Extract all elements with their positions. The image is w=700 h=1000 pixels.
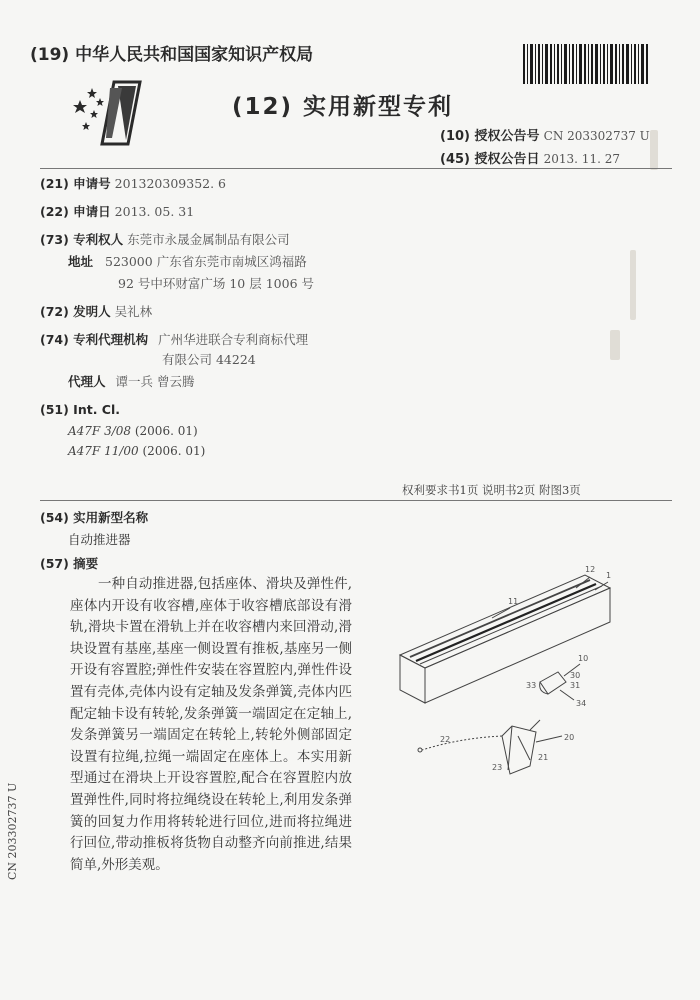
scan-blemish bbox=[650, 130, 658, 170]
patent-figure bbox=[380, 560, 620, 790]
abstract-label: (57) 摘要 bbox=[40, 556, 99, 571]
utility-title-row bbox=[40, 508, 148, 526]
side-margin-number: CN 203302737 U bbox=[6, 782, 19, 880]
seat-body-end bbox=[400, 655, 425, 703]
figure-label: 31 bbox=[570, 681, 581, 690]
publication-date-row bbox=[440, 148, 620, 167]
scan-blemish bbox=[630, 250, 636, 320]
abstract-heading bbox=[40, 554, 98, 572]
inventor-label: (72) 发明人 bbox=[40, 304, 111, 319]
ipc-code: A47F 11/00 bbox=[68, 444, 139, 458]
figure-label: 23 bbox=[492, 763, 503, 772]
figure-label: 30 bbox=[570, 671, 581, 680]
application-number-value: 201320309352. 6 bbox=[114, 176, 227, 191]
abstract-text: 一种自动推进器,包括座体、滑块及弹性件,座体内开设有收容槽,座体于收容槽底部设有滑轨,滑块卡置在滑轨上并在收容槽内来回滑动,滑块设置有基座,基座一侧设置有推板,基座另一侧开设有容置腔;弹性件安装在容置腔内,弹性件设置有壳体,壳体内设有定轴及发条弹簧,壳体内匹配定轴卡设有转轮,发条弹簧一端固定在定轴上,发条弹簧另一端固定在转轮上,转轮外侧部固定设置有拉绳,拉绳一端固定在座体上。本实用新型通过在滑块上开设容置腔,配合在容置腔内放置弹性件,同时将拉绳绕设在转轮上,利用发条弹簧的回复力作用将转轮进行回位,进而将拉绳进行回位,带动推板将货物自动整齐向前推进,结果简单,外形美观。 bbox=[70, 576, 352, 873]
sipo-logo-icon bbox=[66, 78, 156, 148]
agency-line-2-row bbox=[162, 350, 256, 368]
figure-label: 10 bbox=[578, 654, 589, 663]
address-line-2-row bbox=[118, 274, 314, 292]
document-type-title: (12) 实用新型专利 bbox=[232, 94, 454, 120]
bib-divider bbox=[40, 500, 672, 501]
figure-label: 34 bbox=[576, 699, 587, 708]
publication-number-row bbox=[440, 125, 650, 144]
ipc-entry bbox=[68, 424, 198, 438]
application-number-row bbox=[40, 174, 226, 192]
patentee-row bbox=[40, 230, 290, 248]
figure-label: 11 bbox=[508, 597, 519, 606]
figure-label: 22 bbox=[440, 735, 451, 744]
publication-date-label: (45) 授权公告日 bbox=[440, 152, 540, 167]
agency-line-1: 广州华进联合专利商标代理 bbox=[158, 332, 309, 347]
int-cl-label: (51) Int. Cl. bbox=[40, 402, 121, 417]
address-label: 地址 bbox=[68, 254, 94, 269]
agency-line-2: 有限公司 44224 bbox=[162, 352, 256, 367]
application-number-label: (21) 申请号 bbox=[40, 176, 111, 191]
utility-title-value: 自动推进器 bbox=[68, 532, 131, 547]
agent-value: 谭一兵 曾云腾 bbox=[115, 374, 195, 389]
int-cl-row bbox=[40, 402, 120, 417]
figure-label: 1 bbox=[606, 571, 612, 580]
ipc-version: (2006. 01) bbox=[142, 444, 206, 458]
publication-number-label: (10) 授权公告号 bbox=[440, 129, 540, 144]
authority-header: (19) 中华人民共和国国家知识产权局 bbox=[30, 45, 314, 65]
publication-number-value: CN 203302737 U bbox=[543, 129, 650, 143]
barcode-icon bbox=[523, 44, 671, 84]
patentee-label: (73) 专利权人 bbox=[40, 232, 124, 247]
page-counts: 权利要求书1页 说明书2页 附图3页 bbox=[402, 483, 581, 497]
agent-row bbox=[68, 372, 194, 390]
address-line-2: 92 号中环财富广场 10 层 1006 号 bbox=[118, 276, 314, 291]
utility-title-label: (54) 实用新型名称 bbox=[40, 510, 149, 525]
figure-label: 21 bbox=[538, 753, 549, 762]
figure-label: 12 bbox=[585, 565, 596, 574]
agency-label: (74) 专利代理机构 bbox=[40, 332, 149, 347]
ipc-version: (2006. 01) bbox=[134, 424, 198, 438]
header-divider bbox=[40, 168, 672, 169]
inventor-row bbox=[40, 302, 152, 320]
address-row bbox=[68, 252, 307, 270]
agent-label: 代理人 bbox=[68, 374, 106, 389]
application-date-label: (22) 申请日 bbox=[40, 204, 111, 219]
application-date-value: 2013. 05. 31 bbox=[114, 204, 195, 219]
figure-label: 20 bbox=[564, 733, 575, 742]
address-line-1: 523000 广东省东莞市南城区鸿福路 bbox=[105, 254, 307, 269]
agency-row bbox=[40, 330, 308, 348]
ipc-code: A47F 3/08 bbox=[68, 424, 132, 438]
publication-date-value: 2013. 11. 27 bbox=[543, 152, 620, 166]
application-date-row bbox=[40, 202, 194, 220]
patentee-value: 东莞市永晟金属制品有限公司 bbox=[127, 232, 290, 247]
ipc-entry bbox=[68, 444, 205, 458]
scan-blemish bbox=[610, 330, 620, 360]
figure-label: 33 bbox=[526, 681, 537, 690]
inventor-value: 吴礼林 bbox=[114, 304, 153, 319]
